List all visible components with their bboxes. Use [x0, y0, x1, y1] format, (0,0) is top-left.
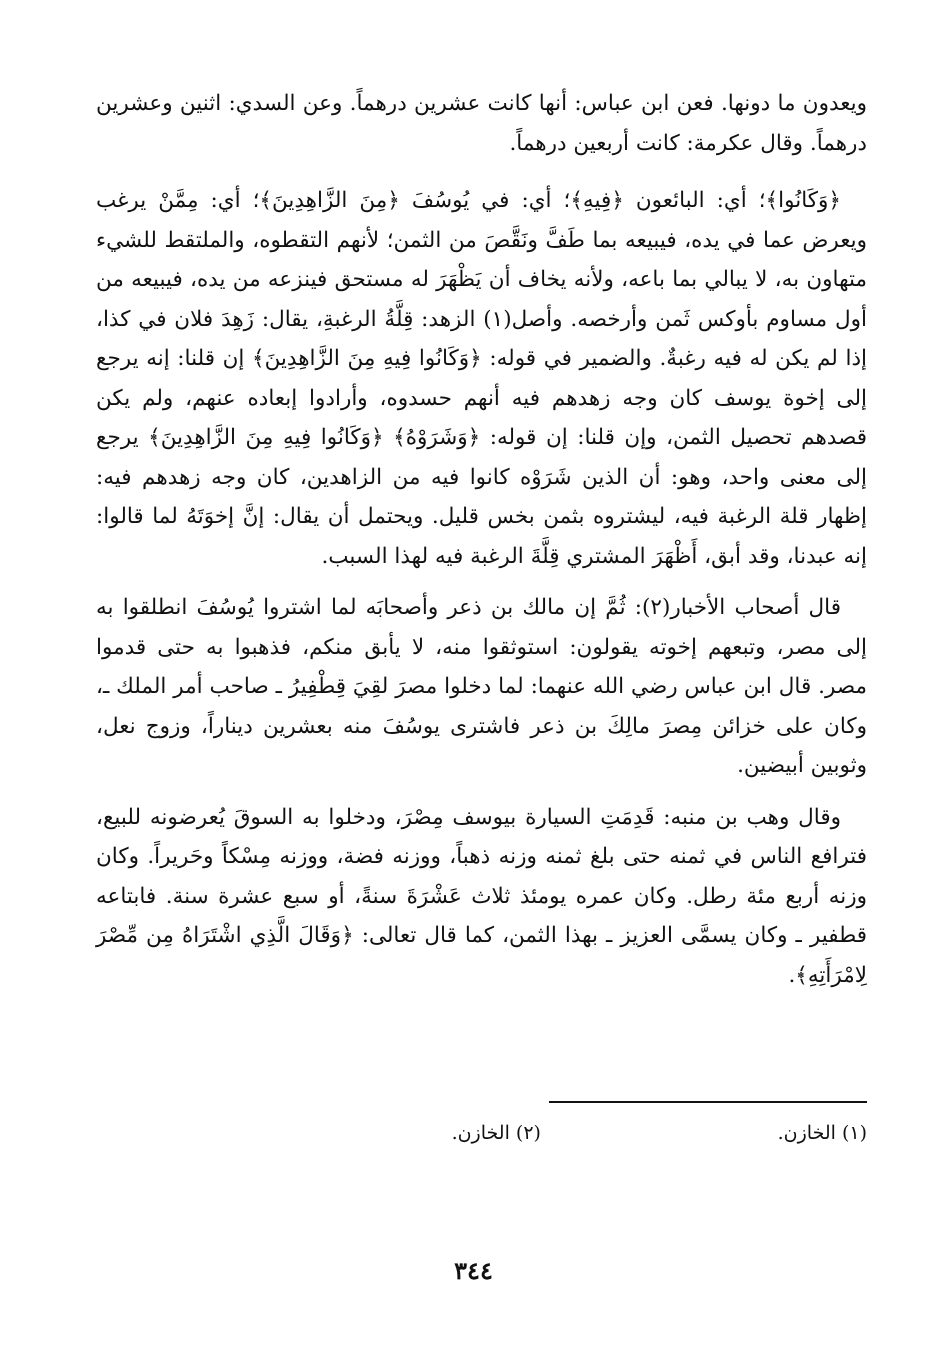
- paragraph-2: ﴿وَكَانُوا﴾؛ أي: البائعون ﴿فِيهِ﴾؛ أي: في يُوسُفَ ﴿مِنَ الزَّاهِدِينَ﴾؛ أي: مِمَّنْ يرغب ويعرض عما في يده، فيبيعه بما طَفَّ ونَقَّصَ من الثمن؛ لأنهم التقطوه، والملتقط للشيء متهاون به، لا يبالي بما باعه، ولأنه يخاف أن يَظْهَرَ له مستحق فينزعه من يده، فيبيعه من أول مساوم بأوكس ثَمن وأرخصه. وأصل(١) الزهد: قِلَّةُ الرغبةِ، يقال: زَهِدَ فلان في كذا، إذا لم يكن له فيه رغبةٌ. والضمير في قوله: ﴿وَكَانُوا فِيهِ مِنَ الزَّاهِدِينَ﴾ إن قلنا: إنه يرجع إلى إخوة يوسف كان وجه زهدهم فيه أنهم حسدوه، وأرادوا إبعاده عنهم، ولم يكن قصدهم تحصيل الثمن، وإن قلنا: إن قوله: ﴿وَشَرَوْهُ﴾ ﴿وَكَانُوا فِيهِ مِنَ الزَّاهِدِينَ﴾ يرجع إلى معنى واحد، وهو: أن الذين شَرَوْه كانوا فيه من الزاهدين، كان وجه زهدهم فيه: إظهار قلة الرغبة فيه، ليشتروه بثمن بخس قليل. ويحتمل أن يقال: إنَّ إخوَتَهُ لما قالوا: إنه عبدنا، وقد أبق، أَظْهَرَ المشتري قِلَّةَ الرغبة فيه لهذا السبب.: [96, 188, 868, 569]
- page-number: ٣٤٤: [454, 1256, 493, 1285]
- footnote-2: (٢) الخازن.: [451, 1122, 541, 1144]
- paragraph-1: ويعدون ما دونها. فعن ابن عباس: أنها كانت عشرين درهماً. وعن السدي: اثنين وعشرين درهماً. وقال عكرمة: كانت أربعين درهماً.: [96, 91, 867, 156]
- page-body: [96, 84, 867, 1364]
- paragraph-4: وقال وهب بن منبه: قَدِمَتِ السيارة بيوسف مِصْرَ، ودخلوا به السوقَ يُعرضونه للبيع، فترافع الناس في ثمنه حتى بلغ ثمنه وزنه ذهباً، ووزنه فضة، ووزنه مِسْكاً وحَريراً. وكان وزنه أربع مئة رطل. وكان عمره يومئذ ثلاث عَشْرَةَ سنةً، أو سبع عشرة سنة. فابتاعه قطفير ـ وكان يسمَّى العزيز ـ بهذا الثمن، كما قال تعالى: ﴿وَقَالَ الَّذِي اشْتَرَاهُ مِن مِّصْرَ لِامْرَأَتِهِ﴾.: [96, 804, 867, 988]
- footnote-1: (١) الخازن.: [777, 1122, 867, 1144]
- footnotes: [96, 1120, 867, 1146]
- paragraph-3: قال أصحاب الأخبار(٢): ثُمَّ إن مالك بن ذعر وأصحابَه لما اشتروا يُوسُفَ انطلقوا به إلى مصر، وتبعهم إخوته يقولون: استوثقوا منه، لا يأبق منكم، فذهبوا به حتى قدموا مصر. قال ابن عباس رضي الله عنهما: لما دخلوا مصرَ لقِيَ قِطْفِيرُ ـ صاحب أمر الملك ـ، وكان على خزائن مِصرَ مالِكَ بن ذعر فاشترى يوسُفَ منه بعشرين ديناراً، وزوج نعل، وثوبين أبيضين.: [96, 595, 867, 778]
- footnote-divider: [549, 1101, 867, 1103]
